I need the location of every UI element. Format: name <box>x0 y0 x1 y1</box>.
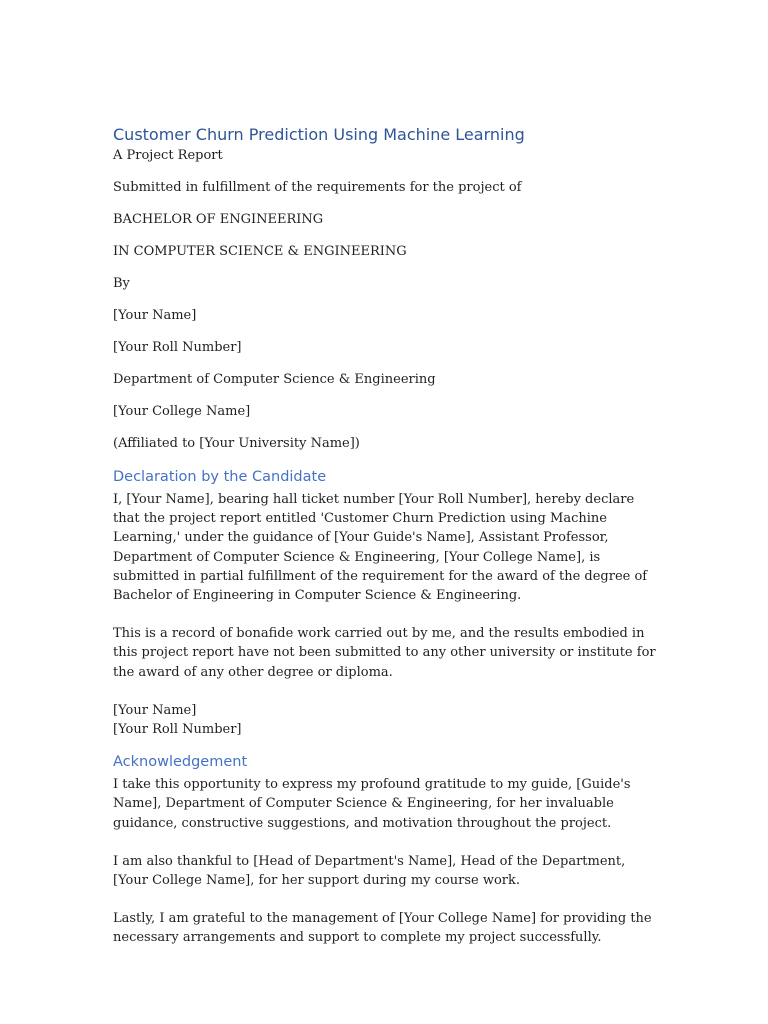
declaration-paragraph: I, [Your Name], bearing hall ticket number [Your Roll Number], hereby declare that the project report entitled 'Customer Churn Prediction using Machine Learning,' under the guidance of [Your Guide's Name], Assistant Professor, Department of Computer Science & Engineering, [Your College Name], is submitted in partial fulfillment of the requirement for the award of the degree of Bachelor of Engineering in Computer Science & Engineering. <box>113 492 648 604</box>
document-title: Customer Churn Prediction Using Machine Learning <box>113 125 525 144</box>
degree-line: BACHELOR OF ENGINEERING <box>113 212 324 227</box>
author-name: [Your Name] <box>113 308 197 323</box>
branch-line: IN COMPUTER SCIENCE & ENGINEERING <box>113 244 407 259</box>
signature-roll-number: [Your Roll Number] <box>113 722 242 738</box>
acknowledgement-paragraph: I am also thankful to [Head of Department's Name], Head of the Department, [Your College Name], for her support during my course work. <box>113 853 626 889</box>
declaration-paragraph: This is a record of bonafide work carried out by me, and the results embodied in this project report have not been submitted to any other university or institute for the award of any other degree or diploma. <box>113 626 656 680</box>
document-page <box>113 124 661 967</box>
acknowledgement-heading: Acknowledgement <box>113 754 248 771</box>
affiliation-line: (Affiliated to [Your University Name]) <box>113 436 360 451</box>
acknowledgement-paragraph: Lastly, I am grateful to the management of [Your College Name] for providing the necessary arrangements and support to complete my project successfully. <box>113 911 652 946</box>
document-subtitle: A Project Report <box>113 148 223 163</box>
author-roll-number: [Your Roll Number] <box>113 340 242 355</box>
declaration-signature <box>113 701 661 739</box>
signature-name: [Your Name] <box>113 702 197 718</box>
declaration-heading: Declaration by the Candidate <box>113 469 327 485</box>
by-line: By <box>113 276 130 291</box>
submission-line: Submitted in fulfillment of the requirements for the project of <box>113 180 522 195</box>
acknowledgement-paragraph: I take this opportunity to express my profound gratitude to my guide, [Guide's Name], Department of Computer Science & Engineering, for her invaluable guidance, constructive suggestions, and motivation throughout the project. <box>113 777 631 831</box>
college-name: [Your College Name] <box>113 404 251 419</box>
department-line: Department of Computer Science & Engineering <box>113 372 436 387</box>
